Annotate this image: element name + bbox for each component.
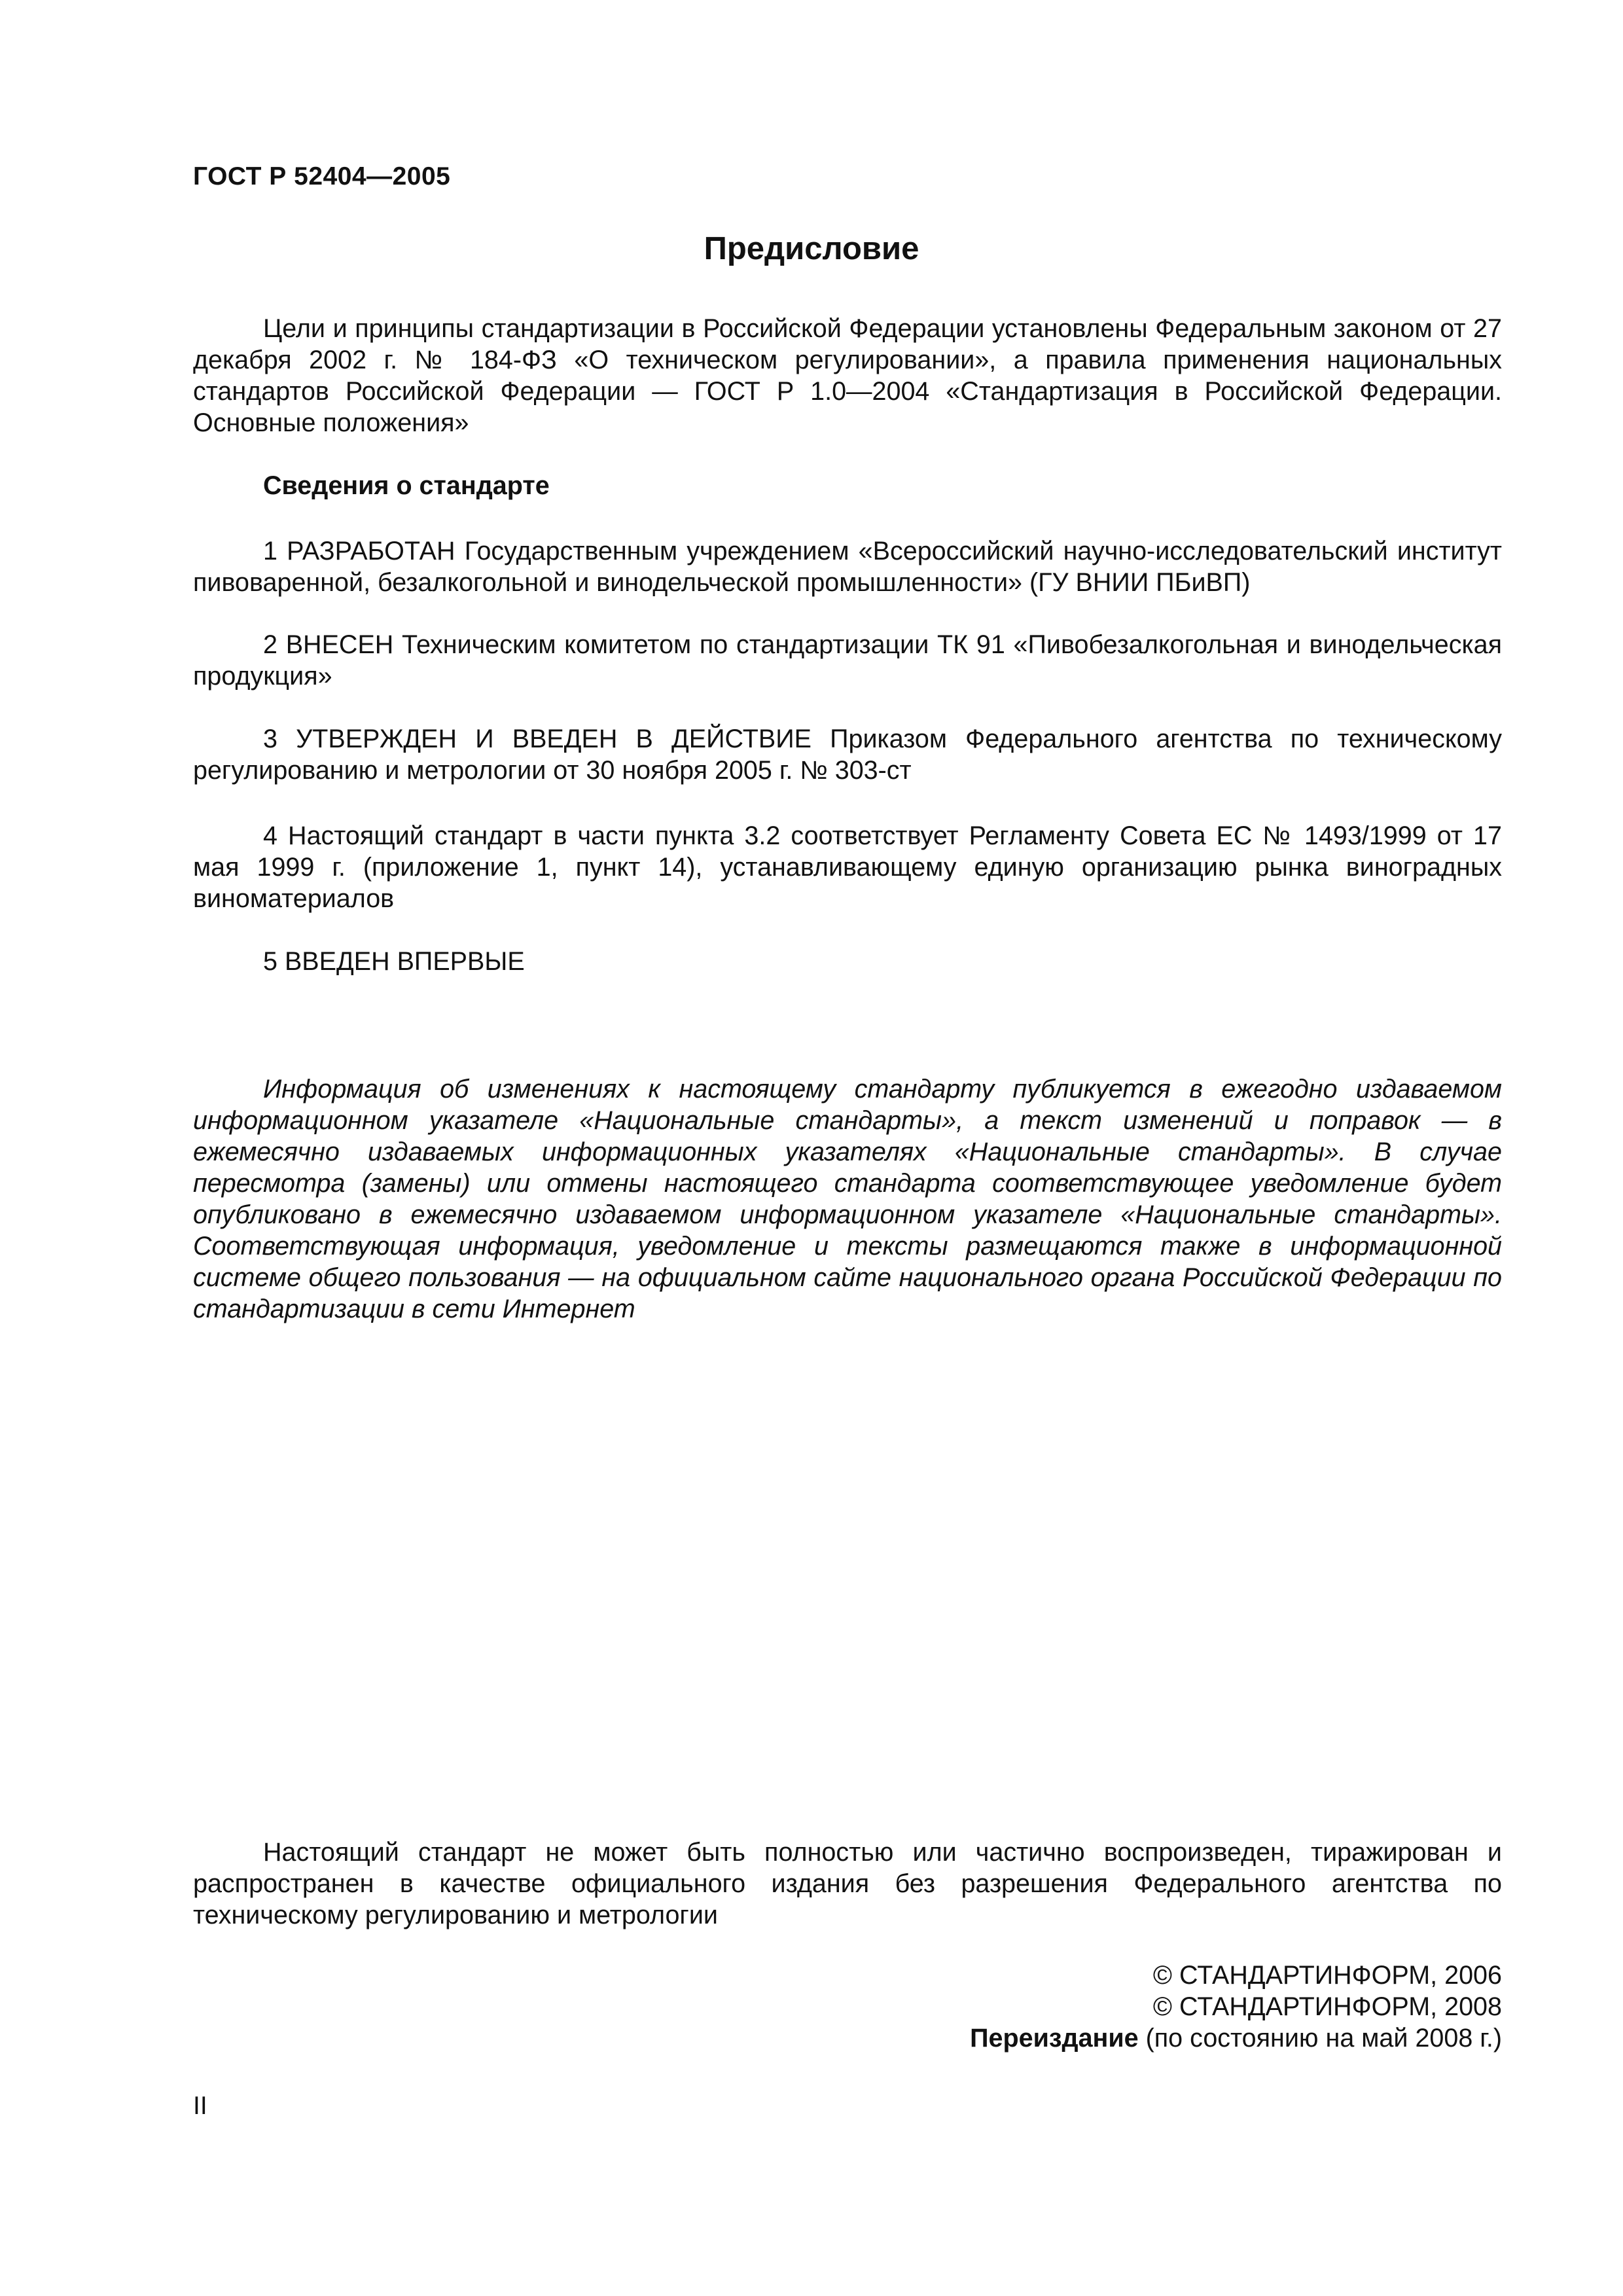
changes-info-paragraph: Информация об изменениях к настоящему стандарту публикуется в ежегодно издаваемом информационном указателе «Национальные стандарты», а текст изменений и поправок — в ежемесячно издаваемых информационных указателях «Национальные стандарты». В случае пересмотра (замены) или отмены настоящего стандарта соответствующее уведомление будет опубликовано в ежемесячно издаваемом информационном указателе «Национальные стандарты». Соответствующая информация, уведомление и тексты размещаются также в информационной системе общего пользования — на официальном сайте национального органа Российской Федерации по стандартизации в сети Интернет <box>193 1075 1502 1323</box>
reproduction-notice: Настоящий стандарт не может быть полностью или частично воспроизведен, тиражирован и распространен в качестве официального издания без разрешения Федерального агентства по техническому регулированию и метрологии <box>193 1838 1502 1929</box>
info-item-1: 1 РАЗРАБОТАН Государственным учреждением «Всероссийский научно-исследовательский институт пивоваренной, безалкогольной и винодельческой промышленности» (ГУ ВНИИ ПБиВП) <box>193 537 1502 597</box>
info-item-3: 3 УТВЕРЖДЕН И ВВЕДЕН В ДЕЙСТВИЕ Приказом Федерального агентства по техническому регулированию и метрологии от 30 ноября 2005 г. № 303-ст <box>193 725 1502 785</box>
document-code: ГОСТ Р 52404—2005 <box>193 162 451 190</box>
reissue-label: Переиздание <box>970 2024 1139 2053</box>
foreword-title: Предисловие <box>704 231 919 266</box>
info-item-5: 5 ВВЕДЕН ВПЕРВЫЕ <box>263 947 525 976</box>
copyright-block <box>970 1960 1502 2054</box>
foreword-intro: Цели и принципы стандартизации в Российской Федерации установлены Федеральным законом от 27 декабря 2002 г. № 184-ФЗ «О техническом регулировании», а правила применения национальных стандартов Российской Федерации — ГОСТ Р 1.0—2004 «Стандартизация в Российской Федерации. Основные положения» <box>193 314 1502 437</box>
reissue-note: (по состоянию на май 2008 г.) <box>1145 2024 1502 2053</box>
page-number: II <box>193 2092 207 2120</box>
standard-info-subtitle: Сведения о стандарте <box>263 471 550 500</box>
info-item-4: 4 Настоящий стандарт в части пункта 3.2 соответствует Регламенту Совета ЕС № 1493/1999 от 17 мая 1999 г. (приложение 1, пункт 14), устанавливающему единую организацию рынка виноградных виноматериалов <box>193 821 1502 913</box>
copyright-line-2008: © СТАНДАРТИНФОРМ, 2008 <box>1152 1992 1502 2021</box>
copyright-line-2006: © СТАНДАРТИНФОРМ, 2006 <box>1152 1961 1502 1990</box>
info-item-2: 2 ВНЕСЕН Техническим комитетом по стандартизации ТК 91 «Пивобезалкогольная и винодельческая продукция» <box>193 630 1502 691</box>
reissue-line <box>970 2022 1502 2054</box>
